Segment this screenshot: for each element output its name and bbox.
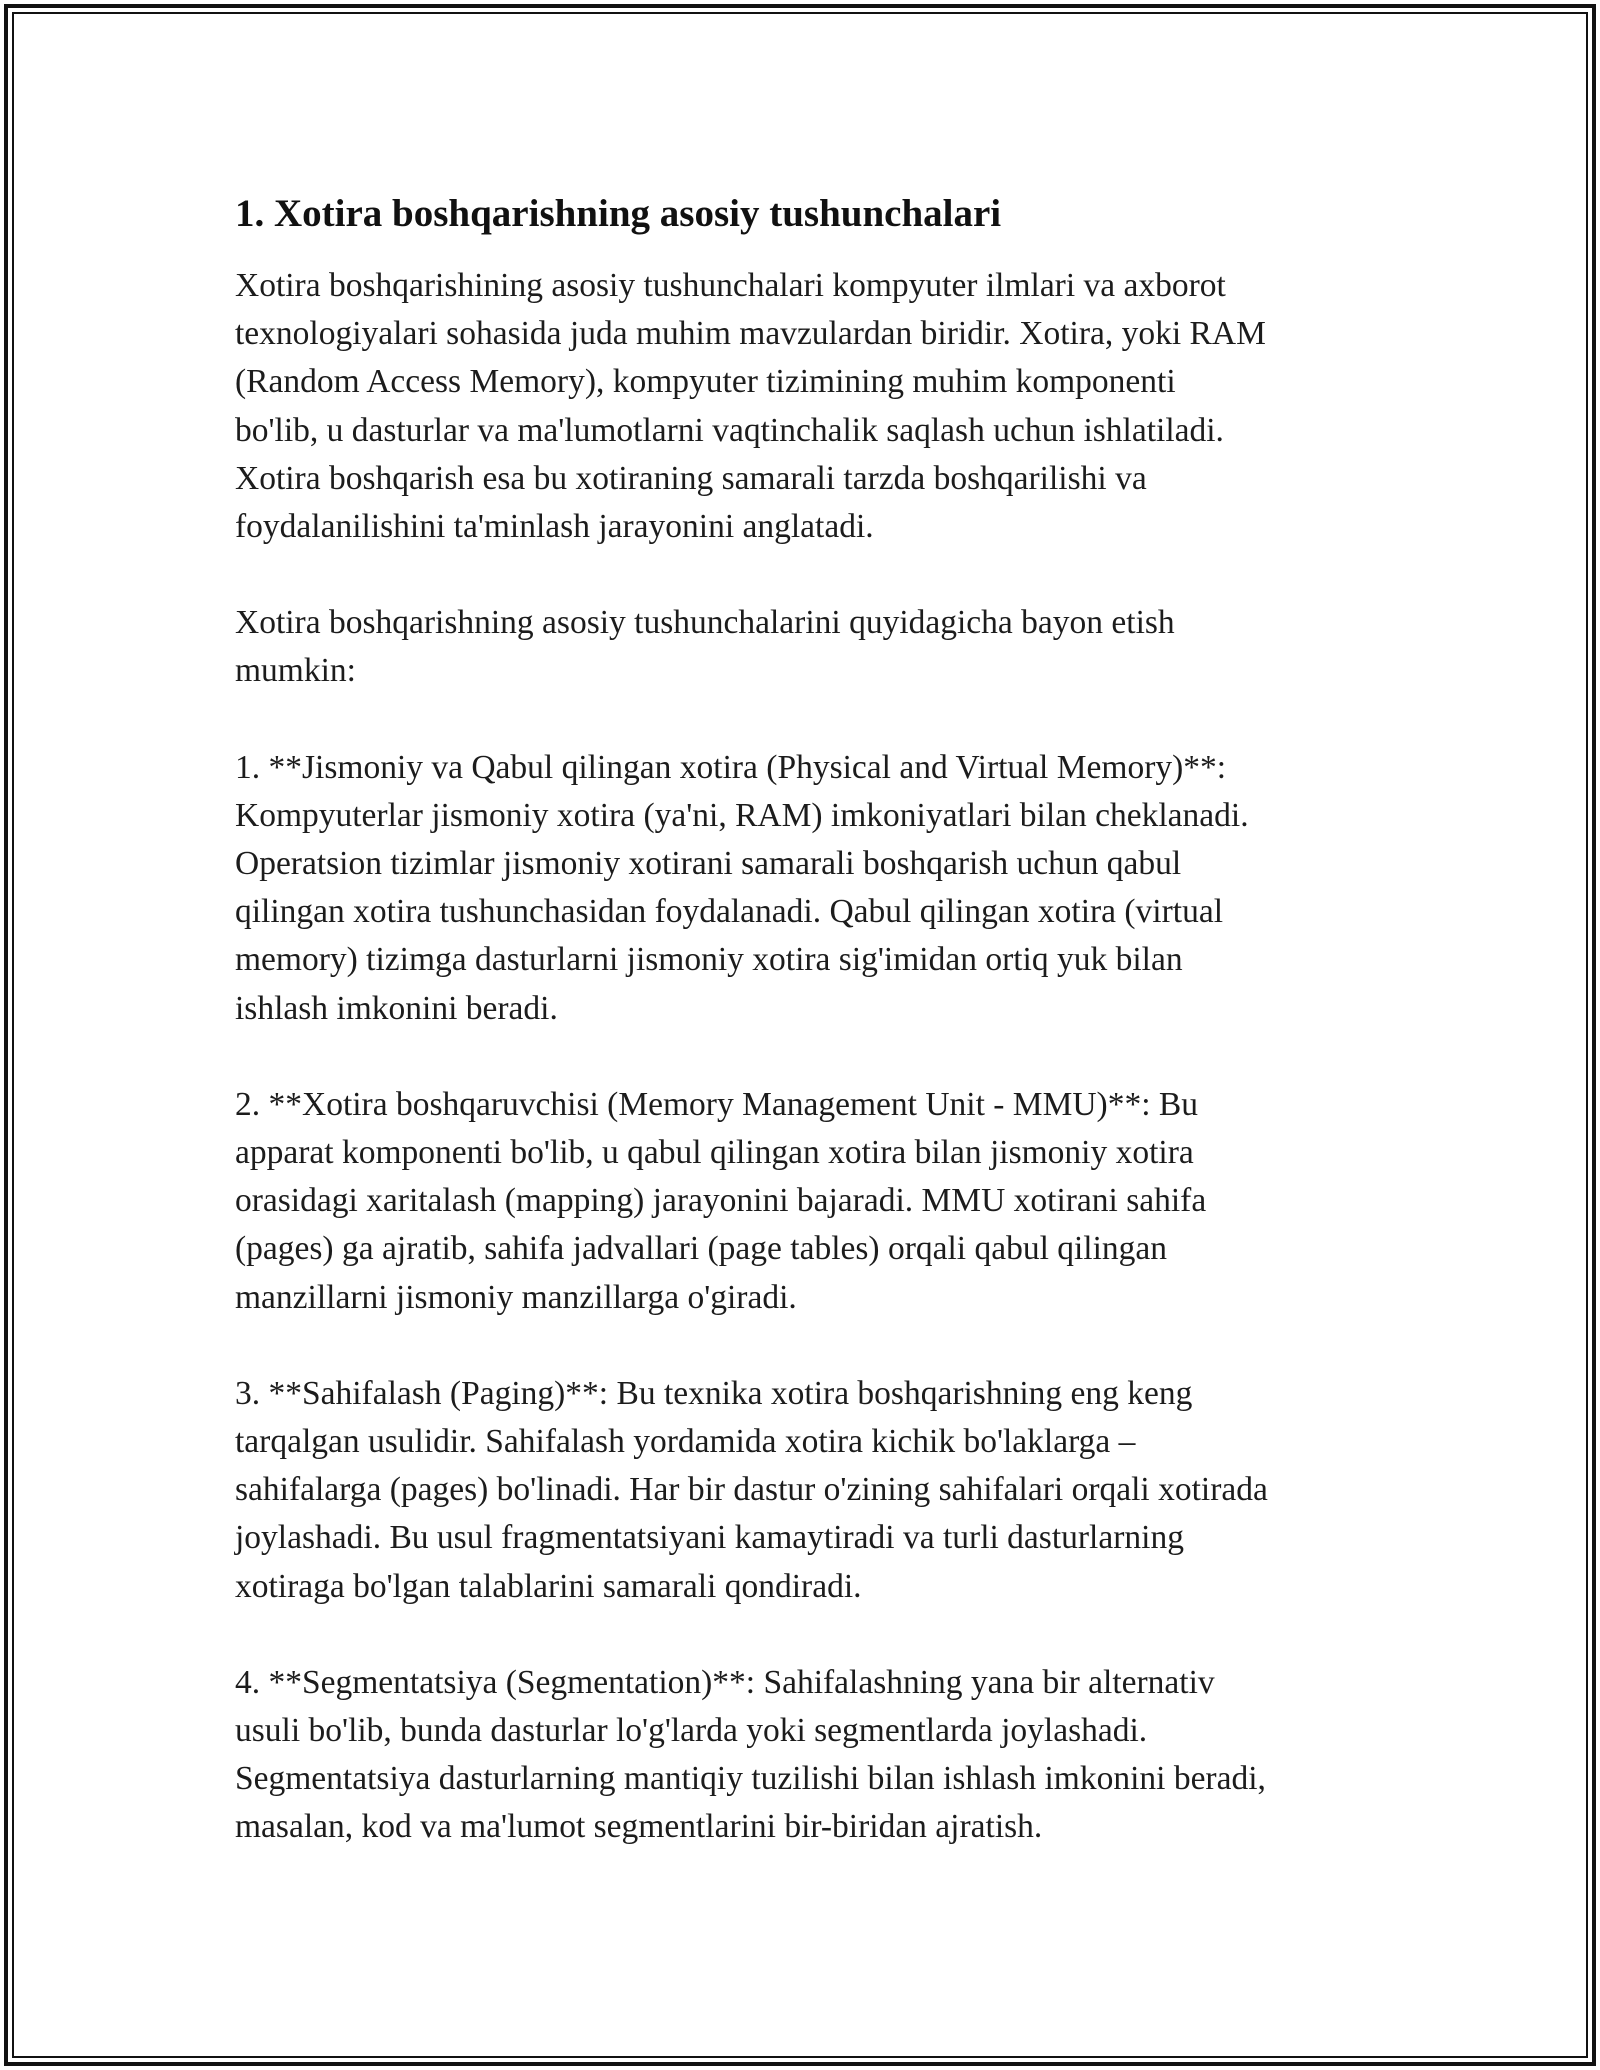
paragraph-3 (235, 744, 1385, 1033)
text-line: orasidagi xaritalash (mapping) jarayonini bajaradi. MMU xotirani sahifa (235, 1182, 1207, 1220)
text-line: Xotira boshqarish esa bu xotiraning samarali tarzda boshqarilishi va (235, 459, 1147, 497)
text-line: memory) tizimga dasturlarni jismoniy xotira sig'imidan ortiq yuk bilan (235, 941, 1183, 979)
paragraph-5 (235, 1370, 1385, 1611)
paragraph-1 (235, 262, 1385, 551)
text-line: xotiraga bo'lgan talablarini samarali qondiradi. (235, 1567, 862, 1605)
text-line: qilingan xotira tushunchasidan foydalanadi. Qabul qilingan xotira (virtual (235, 893, 1224, 931)
text-line: manzillarni jismoniy manzillarga o'giradi. (235, 1278, 797, 1316)
text-line: joylashadi. Bu usul fragmentatsiyani kamaytiradi va turli dasturlarning (235, 1519, 1184, 1557)
text-line: Segmentatsiya dasturlarning mantiqiy tuzilishi bilan ishlash imkonini beradi, (235, 1760, 1266, 1798)
text-line: 4. **Segmentatsiya (Segmentation)**: Sahifalashning yana bir alternativ (235, 1663, 1215, 1701)
text-line: sahifalarga (pages) bo'linadi. Har bir dastur o'zining sahifalari orqali xotirada (235, 1471, 1268, 1509)
text-line: Operatsion tizimlar jismoniy xotirani samarali boshqarish uchun qabul (235, 845, 1182, 883)
text-line: 1. **Jismoniy va Qabul qilingan xotira (Physical and Virtual Memory)**: (235, 748, 1227, 786)
text-line: Xotira boshqarishining asosiy tushunchalari kompyuter ilmlari va axborot (235, 267, 1226, 304)
text-line: Kompyuterlar jismoniy xotira (ya'ni, RAM) imkoniyatlari bilan cheklanadi. (235, 796, 1249, 834)
paragraph-2 (235, 599, 1385, 695)
text-line: mumkin: (235, 652, 356, 690)
text-line: masalan, kod va ma'lumot segmentlarini bir-biridan ajratish. (235, 1808, 1043, 1846)
text-line: apparat komponenti bo'lib, u qabul qilingan xotira bilan jismoniy xotira (235, 1134, 1194, 1172)
text-line: ishlash imkonini beradi. (235, 989, 558, 1027)
paragraph-4 (235, 1081, 1385, 1322)
text-line: bo'lib, u dasturlar va ma'lumotlarni vaqtinchalik saqlash uchun ishlatiladi. (235, 411, 1224, 449)
paragraph-list (235, 262, 1385, 1852)
text-line: 2. **Xotira boshqaruvchisi (Memory Management Unit - MMU)**: Bu (235, 1085, 1198, 1123)
text-line: 3. **Sahifalash (Paging)**: Bu texnika xotira boshqarishning eng keng (235, 1374, 1193, 1412)
text-line: foydalanilishini ta'minlash jarayonini anglatadi. (235, 508, 874, 546)
text-line: texnologiyalari sohasida juda muhim mavzulardan biridir. Xotira, yoki RAM (235, 315, 1266, 353)
text-line: usuli bo'lib, bunda dasturlar lo'g'larda yoki segmentlarda joylashadi. (235, 1712, 1148, 1750)
text-line: (pages) ga ajratib, sahifa jadvallari (page tables) orqali qabul qilingan (235, 1230, 1168, 1268)
paragraph-6 (235, 1659, 1385, 1852)
document-title: 1. Xotira boshqarishning asosiy tushunchalari (235, 192, 1002, 235)
text-line: Xotira boshqarishning asosiy tushunchalarini quyidagicha bayon etish (235, 604, 1175, 642)
document-body (235, 188, 1385, 1900)
text-line: (Random Access Memory), kompyuter tizimining muhim komponenti (235, 363, 1176, 401)
text-line: tarqalgan usulidir. Sahifalash yordamida xotira kichik bo'laklarga – (235, 1423, 1136, 1461)
